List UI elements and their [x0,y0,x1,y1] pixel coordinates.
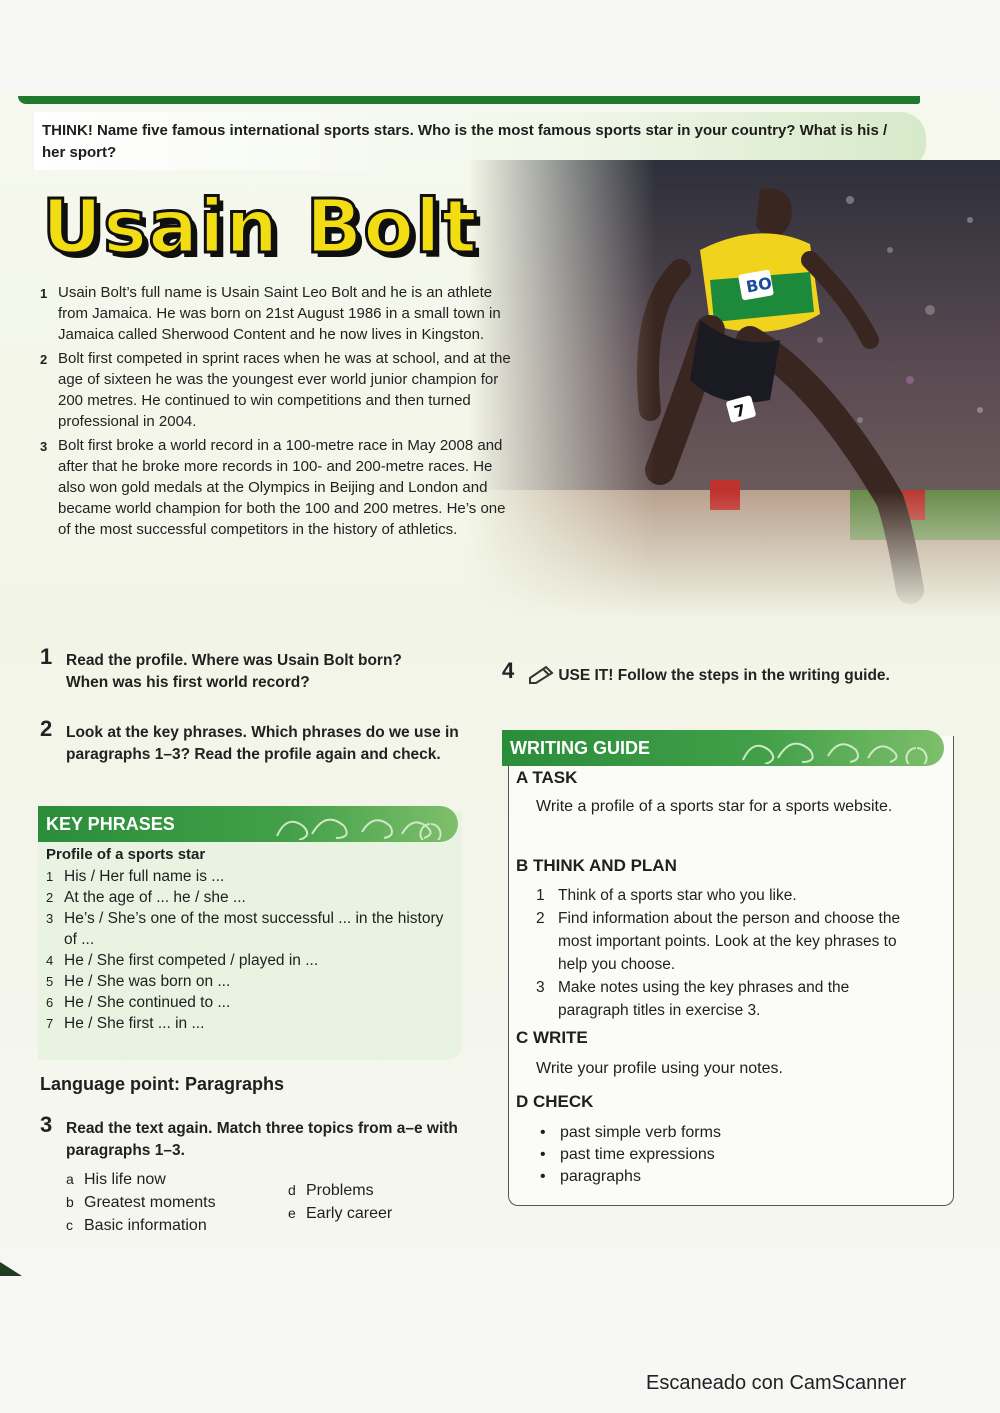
exercise-number: 4 [502,658,515,683]
list-item [288,1202,510,1237]
exercise-number: 2 [40,716,53,741]
item-text: At the age of ... he / she ... [64,889,246,906]
profile-paragraph [40,348,520,432]
item-number: 7 [46,1016,54,1031]
item-text: He / She continued to ... [64,994,231,1011]
key-phrases-list [46,866,446,1034]
think-label: THINK! [42,122,93,139]
step-number: 1 [536,887,545,904]
list-item [66,1191,288,1214]
step-number: 2 [536,910,545,927]
exercise-4 [502,658,928,687]
paragraph-text: Usain Bolt’s full name is Usain Saint Leo Bolt and he is an athlete from Jamaica. He was born on 21st August 1986 in a small town in Jamaica called Sherwood Content and he now lives in Kingston. [58,284,501,343]
list-item [46,887,446,908]
write-text: Write your profile using your notes. [536,1060,783,1077]
step-number: 3 [536,979,545,996]
page-title: Usain Bolt [42,184,478,270]
exercise-1 [40,644,446,694]
list-item [46,992,446,1013]
list-item [536,884,916,907]
list-item [66,1214,288,1237]
list-item [538,1122,721,1144]
topic-text: Greatest moments [84,1194,216,1211]
scanner-watermark: Escaneado con CamScanner [646,1372,907,1394]
list-item [536,907,916,976]
item-number: 4 [46,953,54,968]
bullet-icon: • [540,1168,546,1185]
bullet-icon: • [540,1146,546,1163]
top-green-rule [18,96,920,104]
paragraph-number: 2 [40,352,48,367]
exercise-text: Look at the key phrases. Which phrases do we use in paragraphs 1–3? Read the profile again and check. [66,724,459,763]
writing-guide-title: WRITING GUIDE [510,738,650,758]
item-number: 5 [46,974,54,989]
profile-paragraph [40,282,520,345]
item-text: He / She first ... in ... [64,1015,205,1032]
step-text: Think of a sports star who you like. [558,887,797,904]
item-text: He / She first competed / played in ... [64,952,319,969]
topic-letter: c [66,1217,73,1233]
list-item [536,976,916,1022]
check-text: paragraphs [560,1168,641,1185]
plan-steps [536,884,916,1022]
exercise-text: Follow the steps in the writing guide. [617,667,890,684]
item-text: He’s / She’s one of the most successful ... in the history of ... [64,910,444,948]
item-text: He / She was born on ... [64,973,231,990]
swirl-decoration-icon [272,808,452,840]
profile-paragraph [40,435,520,540]
paragraph-text: Bolt first broke a world record in a 100-metre race in May 2008 and after that he broke more records in 100- and 200-metre races. He also won gold medals at the Olympics in Beijing and London and became world champion for both the 100 and 200 metres. He’s one of the most successful competitors in the history of athletics. [58,437,506,538]
key-phrases-subtitle: Profile of a sports star [46,846,206,863]
paragraph-text: Bolt first competed in sprint races when he was at school, and at the age of sixteen he was the youngest ever world junior champion for 200 metres. He continued to win competitions and then turned professional in 2004. [58,350,511,430]
sprinter-photo [470,160,1000,620]
exercise-number: 1 [40,644,53,669]
item-number: 6 [46,995,54,1010]
list-item [46,908,446,950]
use-it-label: USE IT! [558,667,614,684]
topic-text: His life now [84,1171,166,1188]
step-text: Find information about the person and choose the most important points. Look at the key phrases to help you choose. [558,910,901,973]
topics-list [66,1168,510,1237]
list-item [46,1013,446,1034]
think-prompt [42,120,912,164]
task-heading: A TASK [516,768,578,787]
writing-guide-header [502,730,944,766]
think-plan-heading: B THINK AND PLAN [516,856,677,875]
key-phrases-header [38,806,458,842]
language-point-title: Language point: Paragraphs [40,1074,285,1094]
list-item [46,971,446,992]
topic-letter: a [66,1171,74,1187]
think-question: Name five famous international sports stars. Who is the most famous sports star in your country? What is his / her sport? [42,122,888,161]
paragraph-number: 3 [40,439,48,454]
item-number: 1 [46,869,54,884]
item-number: 3 [46,911,54,926]
item-text: His / Her full name is ... [64,868,225,885]
task-text: Write a profile of a sports star for a sports website. [536,798,893,815]
check-list [538,1122,721,1188]
topic-text: Basic information [84,1217,207,1234]
topic-text: Early career [306,1205,393,1222]
key-phrases-title: KEY PHRASES [46,814,175,834]
exercise-text: Read the profile. Where was Usain Bolt born? When was his first world record? [66,652,402,691]
check-text: past time expressions [560,1146,715,1163]
exercise-2 [40,716,466,766]
profile-text [40,282,520,543]
exercise-3 [40,1112,466,1162]
step-text: Make notes using the key phrases and the paragraph titles in exercise 3. [558,979,850,1019]
list-item [46,950,446,971]
paragraph-number: 1 [40,286,48,301]
exercise-text: Read the text again. Match three topics from a–e with paragraphs 1–3. [66,1120,458,1159]
swirl-decoration-icon [738,732,938,764]
list-item [538,1144,721,1166]
check-text: past simple verb forms [560,1124,721,1141]
list-item [46,866,446,887]
check-heading: D CHECK [516,1092,594,1111]
topic-letter: b [66,1194,74,1210]
pencil-icon [528,664,554,684]
bullet-icon: • [540,1124,546,1141]
write-heading: C WRITE [516,1028,588,1047]
list-item [66,1168,288,1191]
topic-text: Problems [306,1182,374,1199]
topic-letter: d [288,1182,296,1198]
topic-letter: e [288,1205,296,1221]
exercise-number: 3 [40,1112,53,1137]
item-number: 2 [46,890,54,905]
list-item [538,1166,721,1188]
